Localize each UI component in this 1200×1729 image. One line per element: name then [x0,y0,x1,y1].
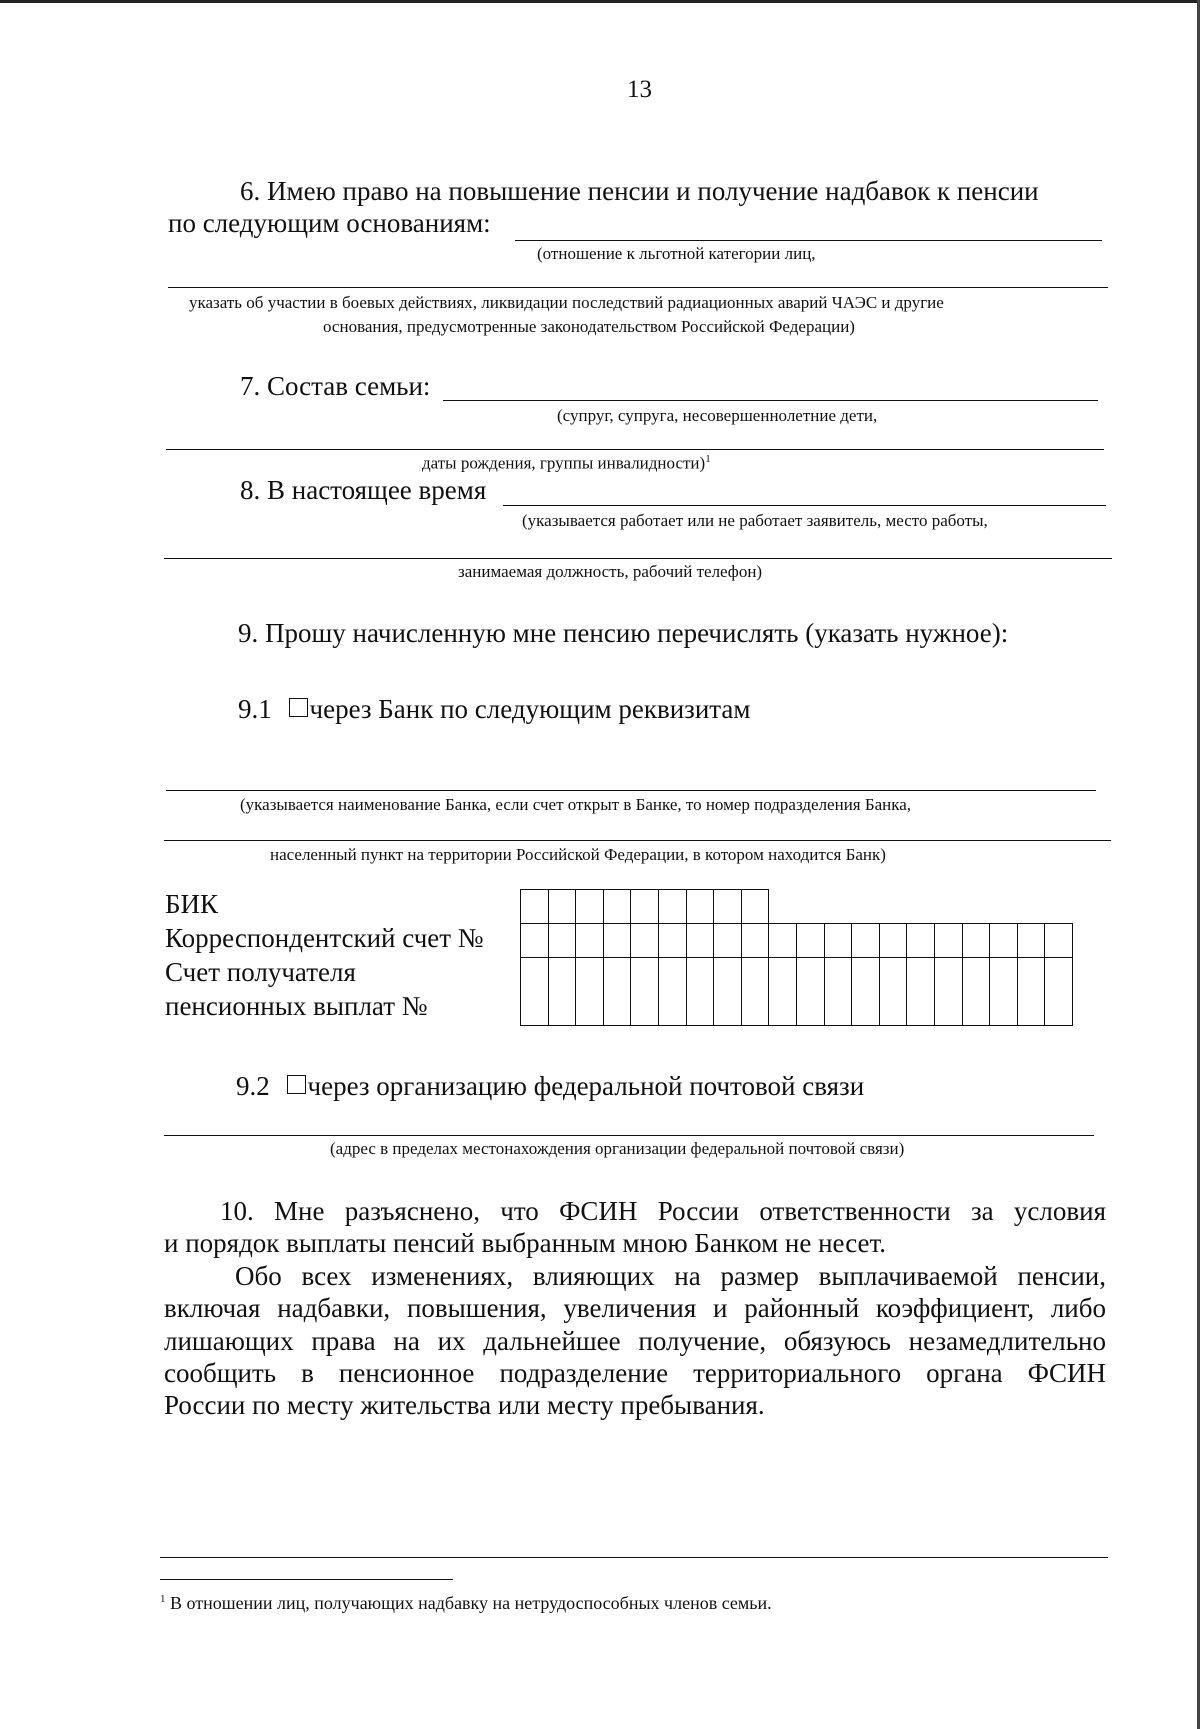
item6-line2: по следующим основаниям: [168,208,491,238]
bik-cell[interactable] [714,890,742,924]
footnote-text: В отношении лиц, получающих надбавку на нетрудоспособных членов семьи. [170,1593,772,1613]
item7-hint1: (супруг, супруга, несовершеннолетние дети, [557,406,878,425]
item8-label: 8. В настоящее время [240,475,487,505]
item6-answer-line-2[interactable] [168,287,1108,288]
corr-account-cell[interactable] [714,924,742,958]
bik-cell[interactable] [686,890,714,924]
item10-p2-line: лишающих права на их дальнейшее получение, обязуюсь незамедлительно [164,1325,1106,1356]
option-bank-label: через Банк по следующим реквизитам [309,694,751,724]
corr-account-cell[interactable] [962,924,990,958]
corr-account-cell[interactable] [631,924,659,958]
bik-cell[interactable] [603,890,631,924]
payee-account-cell[interactable] [714,958,742,1026]
payee-account-label-2: пенсионных выплат № [165,991,428,1021]
post-hint: (адрес в пределах местонахождения организации федеральной почтовой связи) [330,1139,905,1158]
payee-account-cell[interactable] [658,958,686,1026]
bank-hint2: населенный пункт на территории Российской Федерации, в котором находится Банк) [270,845,886,864]
bik-label: БИК [165,889,219,919]
payee-account-cell[interactable] [769,958,797,1026]
corr-account-cell[interactable] [741,924,769,958]
corr-account-cell[interactable] [852,924,880,958]
payee-account-cell[interactable] [1045,958,1073,1026]
corr-account-cell[interactable] [1017,924,1045,958]
corr-account-cell[interactable] [521,924,549,958]
option-bank [238,694,750,725]
payee-account-cell[interactable] [576,958,604,1026]
corr-account-cell[interactable] [934,924,962,958]
payee-account-cell[interactable] [907,958,935,1026]
corr-account-cell[interactable] [879,924,907,958]
payee-account-cell[interactable] [521,958,549,1026]
option-post [236,1071,864,1102]
option-post-label: через организацию федеральной почтовой связи [307,1071,865,1101]
bik-cell[interactable] [658,890,686,924]
item6-hint2: указать об участии в боевых действиях, ликвидации последствий радиационных аварий ЧАЭС и другие [189,293,944,312]
bik-cell[interactable] [576,890,604,924]
payee-account-cell[interactable] [1017,958,1045,1026]
item7-label: 7. Состав семьи: [240,371,431,401]
item10-paragraph-1 [164,1195,1106,1260]
item7-hint2-text: даты рождения, группы инвалидности) [422,453,706,473]
payee-account-cell[interactable] [962,958,990,1026]
corr-account-cell[interactable] [548,924,576,958]
corr-account-cell[interactable] [907,924,935,958]
item10-p1-line: и порядок выплаты пенсий выбранным мною Банком не несет. [164,1228,887,1259]
bank-name-line-2[interactable] [164,840,1111,841]
scan-border-top [0,0,1200,3]
item6-line1: 6. Имею право на повышение пенсии и получение надбавок к пенсии [240,176,1039,206]
payee-account-cell[interactable] [631,958,659,1026]
item7-hint2 [422,453,711,474]
corr-account-cell[interactable] [824,924,852,958]
payee-account-cell[interactable] [603,958,631,1026]
corr-account-cell[interactable] [658,924,686,958]
item10-p2-line: сообщить в пенсионное подразделение территориального органа ФСИН [164,1357,1106,1388]
post-address-line[interactable] [164,1135,1094,1136]
page-number: 13 [627,76,652,103]
item10-p2-line: России по месту жительства или месту пребывания. [164,1390,765,1421]
post-checkbox[interactable] [287,1075,306,1094]
payee-account-cell[interactable] [548,958,576,1026]
payee-account-cell[interactable] [990,958,1018,1026]
item6-hint1: (отношение к льготной категории лиц, [537,244,816,263]
bik-cell[interactable] [521,890,549,924]
item7-answer-line-1[interactable] [443,400,1098,401]
corr-account-cell[interactable] [990,924,1018,958]
bottom-rule [160,1557,1108,1558]
item6-answer-line-1[interactable] [515,240,1102,241]
bik-cell[interactable] [548,890,576,924]
corr-account-cell[interactable] [1045,924,1073,958]
item9-label: 9. Прошу начисленную мне пенсию перечислять (указать нужное): [238,618,1009,648]
item7-answer-line-2[interactable] [166,449,1104,450]
payee-account-cell[interactable] [741,958,769,1026]
bank-name-line-1[interactable] [166,790,1096,791]
item10-p2-line: включая надбавки, повышения, увеличения и районный коэффициент, либо [164,1293,1106,1324]
item10-p1-line: 10. Мне разъяснено, что ФСИН России ответственности за условия [220,1196,1106,1226]
corr-account-cell[interactable] [769,924,797,958]
payee-account-cell[interactable] [852,958,880,1026]
payee-account-cell[interactable] [796,958,824,1026]
item8-hint1: (указывается работает или не работает заявитель, место работы, [522,511,988,530]
bank-hint1: (указывается наименование Банка, если счет открыт в Банке, то номер подразделения Банка, [240,795,912,814]
item10-p2-line: Обо всех изменениях, влияющих на размер выплачиваемой пенсии, [235,1261,1106,1291]
payee-account-cell[interactable] [934,958,962,1026]
bank-checkbox[interactable] [289,698,308,717]
item10-paragraph-2 [164,1260,1106,1421]
option-post-number: 9.2 [236,1071,270,1101]
corr-account-label: Корреспондентский счет № [165,923,484,953]
option-bank-number: 9.1 [238,694,272,724]
account-grid [520,923,1073,1026]
payee-account-cell[interactable] [686,958,714,1026]
corr-account-cell[interactable] [576,924,604,958]
footnote-reference: 1 [705,453,711,465]
corr-account-cell[interactable] [603,924,631,958]
payee-account-cell[interactable] [824,958,852,1026]
footnote-mark: 1 [160,1593,166,1605]
payee-account-label-1: Счет получателя [165,957,356,987]
footnote [160,1593,772,1614]
item6-hint3: основания, предусмотренные законодательством Российской Федерации) [323,317,855,336]
bik-grid [520,889,769,924]
item8-hint2: занимаемая должность, рабочий телефон) [458,562,763,581]
footnote-separator [160,1579,453,1580]
bik-cell[interactable] [741,890,769,924]
payee-account-cell[interactable] [879,958,907,1026]
corr-account-cell[interactable] [796,924,824,958]
bik-cell[interactable] [631,890,659,924]
item8-answer-line-1[interactable] [503,505,1106,506]
item8-answer-line-2[interactable] [164,558,1112,559]
corr-account-cell[interactable] [686,924,714,958]
